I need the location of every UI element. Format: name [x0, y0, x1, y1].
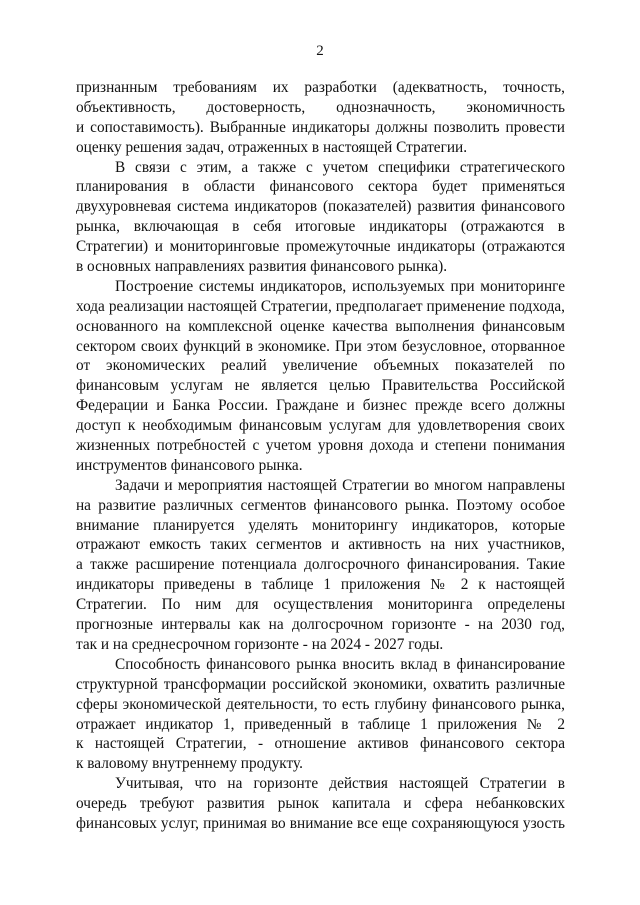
paragraph-line: Стратегии) и мониторинговые промежуточные индикаторы (отражаются [76, 238, 565, 256]
paragraph-line: Способность финансового рынка вносить вклад в финансирование [115, 655, 565, 673]
paragraph [76, 158, 565, 277]
paragraph-line: прогнозные интервалы как на долгосрочном горизонте - на 2030 год, [76, 616, 565, 634]
paragraph-line: хода реализации настоящей Стратегии, предполагает применение подхода, [76, 297, 565, 315]
document-body [76, 78, 565, 834]
paragraph-line: от экономических реалий увеличение объемных показателей по [76, 357, 565, 375]
paragraph-line: и сопоставимость). Выбранные индикаторы должны позволить провести [76, 118, 565, 136]
paragraph-line: Построение системы индикаторов, используемых при мониторинге [115, 277, 565, 295]
paragraph-line: Задачи и мероприятия настоящей Стратегии во многом направлены [115, 476, 565, 494]
paragraph-line: финансовых услуг, принимая во внимание все еще сохраняющуюся узость [76, 814, 565, 832]
paragraph-line: оценку решения задач, отраженных в настоящей Стратегии. [76, 138, 468, 156]
paragraph-line: к валовому внутреннему продукту. [76, 755, 303, 773]
paragraph [76, 476, 565, 655]
paragraph-line: на развитие различных сегментов финансового рынка. Поэтому особое [76, 496, 565, 514]
paragraph-line: доступ к необходимым финансовым услугам для удовлетворения своих [76, 417, 565, 435]
paragraph-line: так и на среднесрочном горизонте - на 2024 - 2027 годы. [76, 635, 444, 653]
paragraph-line: рынка, включающая в себя итоговые индикаторы (отражаются в [76, 218, 565, 236]
paragraph-line: Стратегии. По ним для осуществления мониторинга определены [76, 596, 565, 614]
paragraph-line: очередь требуют развития рынок капитала и сфера небанковских [76, 795, 565, 813]
paragraph [76, 277, 565, 476]
paragraph-line: к настоящей Стратегии, - отношение активов финансового сектора [76, 735, 565, 753]
paragraph-line: отражает индикатор 1, приведенный в таблице 1 приложения № 2 [76, 715, 565, 733]
paragraph-line: признанным требованиям их разработки (адекватность, точность, [76, 79, 565, 96]
paragraph-line: а также расширение потенциала долгосрочного финансирования. Такие [76, 556, 565, 574]
paragraph-line: инструментов финансового рынка. [76, 456, 303, 474]
paragraph-line: объективность, достоверность, однозначность, экономичность [76, 98, 565, 116]
paragraph-line: сектором своих функций в экономике. При этом безусловное, оторванное [76, 337, 565, 355]
paragraph-line: индикаторы приведены в таблице 1 приложения № 2 к настоящей [76, 576, 565, 594]
paragraph-line: внимание планируется уделять мониторингу индикаторов, которые [76, 516, 565, 534]
paragraph-line: структурной трансформации российской экономики, охватить различные [76, 675, 565, 693]
paragraph-line: финансовым услугам не является целью Правительства Российской [76, 377, 565, 395]
paragraph-line: жизненных потребностей с учетом уровня дохода и степени понимания [76, 437, 565, 455]
paragraph-line: отражают емкость таких сегментов и активность на них участников, [76, 536, 565, 554]
paragraph-line: в основных направлениях развития финансового рынка). [76, 258, 448, 276]
paragraph-line: планирования в области финансового сектора будет применяться [76, 178, 565, 196]
paragraph [76, 774, 565, 834]
paragraph [76, 78, 565, 158]
paragraph-line: В связи с этим, а также с учетом специфики стратегического [115, 158, 565, 176]
paragraph-line: Федерации и Банка России. Граждане и бизнес прежде всего должны [76, 397, 565, 415]
paragraph-line: сферы экономической деятельности, то есть глубину финансового рынка, [76, 695, 565, 713]
paragraph-line: двухуровневая система индикаторов (показателей) развития финансового [76, 198, 565, 216]
paragraph-line: Учитывая, что на горизонте действия настоящей Стратегии в [115, 775, 565, 793]
page-number: 2 [316, 43, 324, 59]
paragraph-line: основанного на комплексной оценке качества выполнения финансовым [76, 317, 565, 335]
paragraph [76, 655, 565, 774]
